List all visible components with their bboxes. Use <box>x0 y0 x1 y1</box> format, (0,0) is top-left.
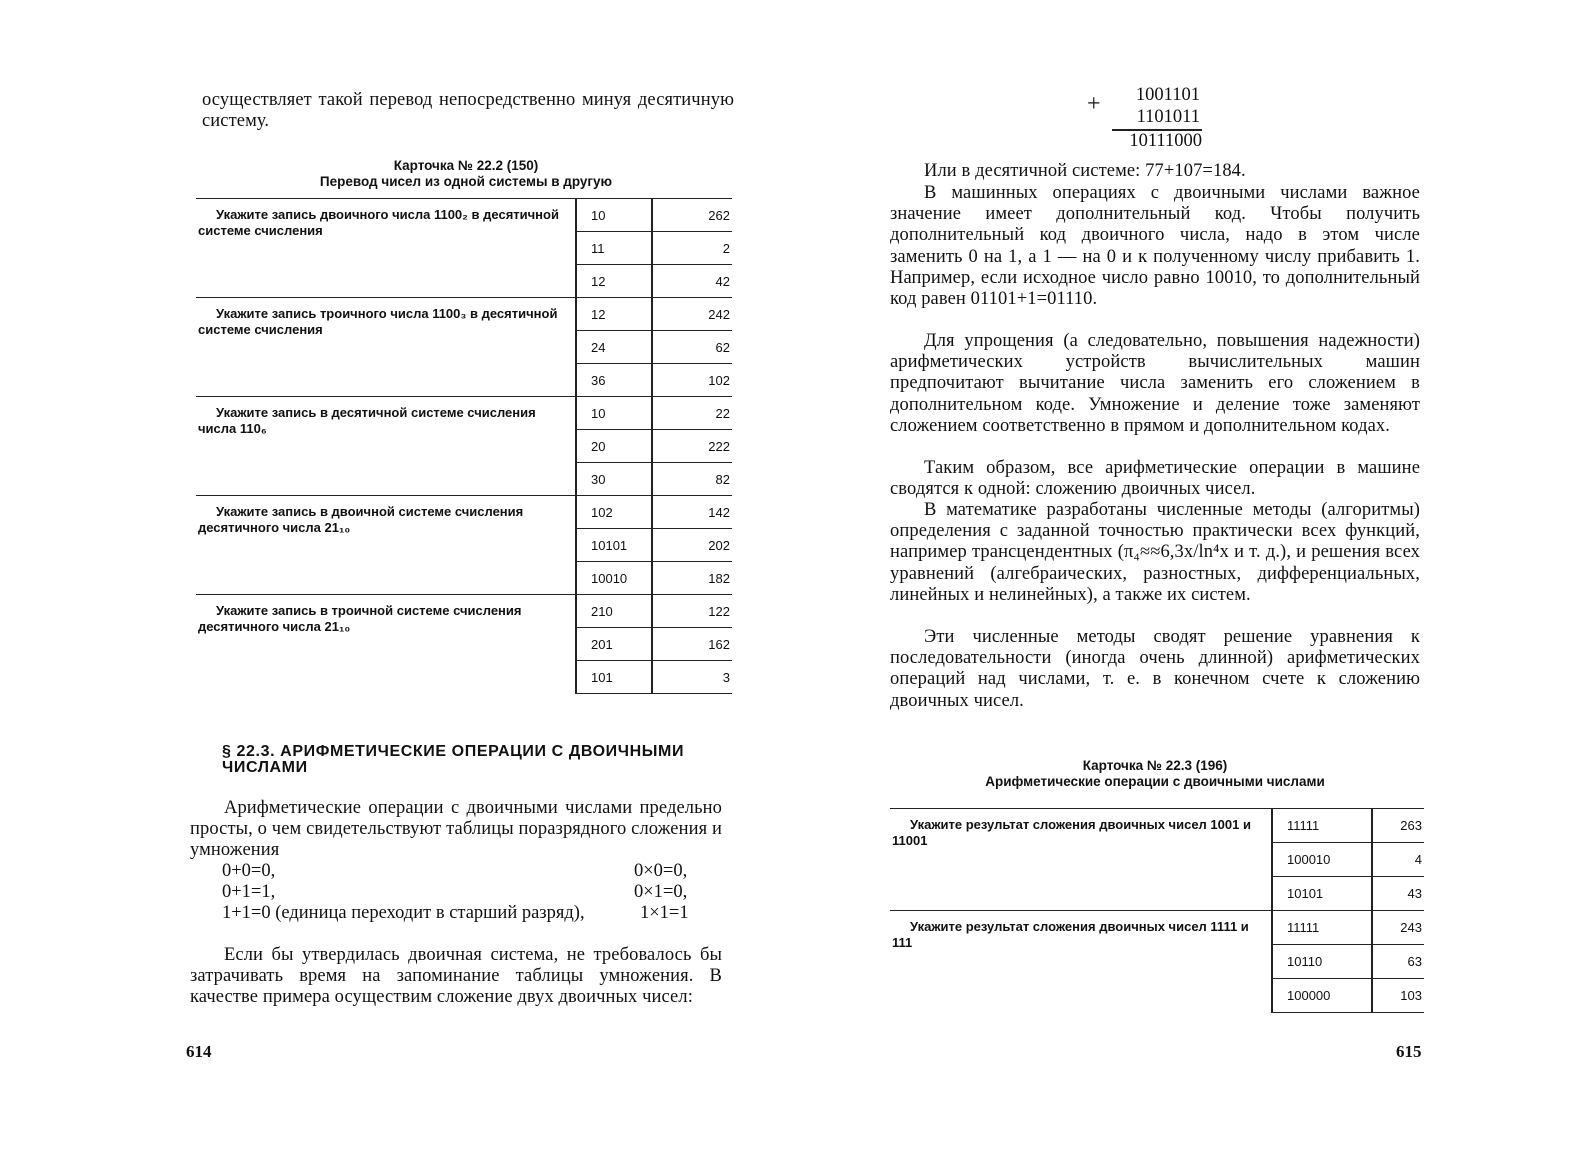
card-number: Карточка № 22.3 (196) <box>1082 758 1228 773</box>
page-number: 615 <box>1396 1042 1422 1061</box>
answer-code-cell: 2 <box>652 232 732 265</box>
answer-code-cell: 43 <box>1372 877 1424 911</box>
answer-code-cell: 3 <box>652 661 732 694</box>
answer-code-cell: 62 <box>652 331 732 364</box>
answer-code-cell: 122 <box>652 595 732 628</box>
conclusion-paragraph: Таким образом, все арифметические операции в машине сводятся к одной: сложению двоичных чисел. <box>890 458 1420 500</box>
table-row <box>196 397 732 430</box>
answer-code-cell: 263 <box>1372 809 1424 843</box>
answer-option-cell: 10010 <box>576 562 652 595</box>
card-number: Карточка № 22.2 (150) <box>393 158 539 173</box>
card-title <box>890 758 1420 790</box>
answer-option-cell: 210 <box>576 595 652 628</box>
answer-option-cell: 100010 <box>1272 843 1372 877</box>
sum-operand-a: 1001101 <box>1135 85 1200 105</box>
answer-option-cell: 12 <box>576 298 652 331</box>
intro-paragraph: осуществляет такой перевод непосредственно минуя десятичную систему. <box>202 90 734 132</box>
question-cell: Укажите запись в троичной системе счисления десятичного числа 21₁₀ <box>196 595 576 694</box>
arith-paragraph: Арифметические операции с двоичными числами предельно просты, о чем свидетельствуют таблицы поразрядного сложения и умножения <box>190 798 722 861</box>
answer-code-cell: 82 <box>652 463 732 496</box>
section-heading: § 22.3. АРИФМЕТИЧЕСКИЕ ОПЕРАЦИИ С ДВОИЧНЫМИ ЧИСЛАМИ <box>222 743 685 776</box>
table-row <box>890 911 1424 945</box>
answer-option-cell: 10101 <box>576 529 652 562</box>
answer-option-cell: 10 <box>576 199 652 232</box>
formula-mul-1: 0×0=0, <box>634 861 688 881</box>
question-cell: Укажите запись в двоичной системе счисления десятичного числа 21₁₀ <box>196 496 576 595</box>
card-subtitle: Перевод чисел из одной системы в другую <box>319 174 613 189</box>
answer-code-cell: 142 <box>652 496 732 529</box>
question-cell: Укажите запись в десятичной системе счисления числа 110₆ <box>196 397 576 496</box>
numeric-methods-paragraph: В математике разработаны численные методы (алгоритмы) определения с заданной точностью практически всех функций, например трансцендентных (π₄≈≈6,3x/ln⁴x и т. д.), и решения всех уравнений (алгебраических, разностных, дифференциальных, линейных и нелинейных), а также их систем. <box>890 500 1420 605</box>
sum-operand-b: 1101011 <box>1136 107 1200 127</box>
answer-code-cell: 202 <box>652 529 732 562</box>
table-row <box>196 595 732 628</box>
table-row <box>196 298 732 331</box>
formula-add-2: 0+1=1, <box>222 882 276 902</box>
answer-code-cell: 103 <box>1372 979 1424 1013</box>
answer-code-cell: 243 <box>1372 911 1424 945</box>
answer-option-cell: 102 <box>576 496 652 529</box>
answer-option-cell: 100000 <box>1272 979 1372 1013</box>
card-table <box>196 198 732 694</box>
answer-option-cell: 10 <box>576 397 652 430</box>
answer-option-cell: 10110 <box>1272 945 1372 979</box>
sum-result: 10111000 <box>1129 131 1202 151</box>
question-cell: Укажите запись троичного числа 1100₃ в десятичной системе счисления <box>196 298 576 397</box>
card-title <box>196 158 736 190</box>
table-row <box>196 199 732 232</box>
formula-mul-3: 1×1=1 <box>640 903 689 923</box>
answer-option-cell: 12 <box>576 265 652 298</box>
answer-option-cell: 24 <box>576 331 652 364</box>
answer-option-cell: 11111 <box>1272 809 1372 843</box>
answer-option-cell: 101 <box>576 661 652 694</box>
table-row <box>196 496 732 529</box>
answer-code-cell: 162 <box>652 628 732 661</box>
answer-code-cell: 4 <box>1372 843 1424 877</box>
answer-code-cell: 63 <box>1372 945 1424 979</box>
page-number: 614 <box>186 1042 212 1061</box>
methods-summary-paragraph: Эти численные методы сводят решение уравнения к последовательности (иногда очень длинной) арифметических операций над числами, т. е. в конечном счете к сложению двоичных чисел. <box>890 627 1420 711</box>
answer-option-cell: 201 <box>576 628 652 661</box>
decimal-paragraph: Или в десятичной системе: 77+107=184. <box>924 161 1246 181</box>
formula-mul-2: 0×1=0, <box>634 882 688 902</box>
answer-code-cell: 22 <box>652 397 732 430</box>
answer-code-cell: 262 <box>652 199 732 232</box>
question-cell: Укажите результат сложения двоичных чисел 1001 и 11001 <box>890 809 1272 911</box>
formula-add-3: 1+1=0 (единица переходит в старший разряд), <box>222 903 585 923</box>
card-table-body <box>196 199 732 694</box>
answer-option-cell: 11 <box>576 232 652 265</box>
answer-code-cell: 42 <box>652 265 732 298</box>
answer-code-cell: 102 <box>652 364 732 397</box>
answer-code-cell: 182 <box>652 562 732 595</box>
answer-option-cell: 11111 <box>1272 911 1372 945</box>
card-table-body <box>890 809 1424 1013</box>
answer-option-cell: 10101 <box>1272 877 1372 911</box>
sum-plus-sign: + <box>1087 91 1101 117</box>
binary-system-paragraph: Если бы утвердилась двоичная система, не требовалось бы затрачивать время на запоминание таблицы умножения. В качестве примера осуществим сложение двух двоичных чисел: <box>190 945 722 1008</box>
answer-code-cell: 222 <box>652 430 732 463</box>
answer-option-cell: 36 <box>576 364 652 397</box>
complement-code-paragraph: В машинных операциях с двоичными числами важное значение имеет дополнительный код. Чтобы получить дополнительный код двоичного числа, надо в этом числе заменить 0 на 1, а 1 — на 0 и к полученному числу прибавить 1. Например, если исходное число равно 10010, то дополнительный код равен 01101+1=01110. <box>890 183 1420 310</box>
right-page <box>790 0 1587 1156</box>
question-cell: Укажите результат сложения двоичных чисел 1111 и 111 <box>890 911 1272 1013</box>
question-cell: Укажите запись двоичного числа 1100₂ в десятичной системе счисления <box>196 199 576 298</box>
answer-code-cell: 242 <box>652 298 732 331</box>
card-table <box>890 808 1424 1013</box>
formula-add-1: 0+0=0, <box>222 861 276 881</box>
card-subtitle: Арифметические операции с двоичными числами <box>985 774 1325 789</box>
left-page <box>0 0 790 1156</box>
table-row <box>890 809 1424 843</box>
answer-option-cell: 20 <box>576 430 652 463</box>
answer-option-cell: 30 <box>576 463 652 496</box>
simplification-paragraph: Для упрощения (а следовательно, повышения надежности) арифметических устройств вычислительных машин предпочитают вычитание числа заменить его сложением в дополнительном коде. Умножение и деление тоже заменяют сложением соответственно в прямом и дополнительном кодах. <box>890 331 1420 436</box>
